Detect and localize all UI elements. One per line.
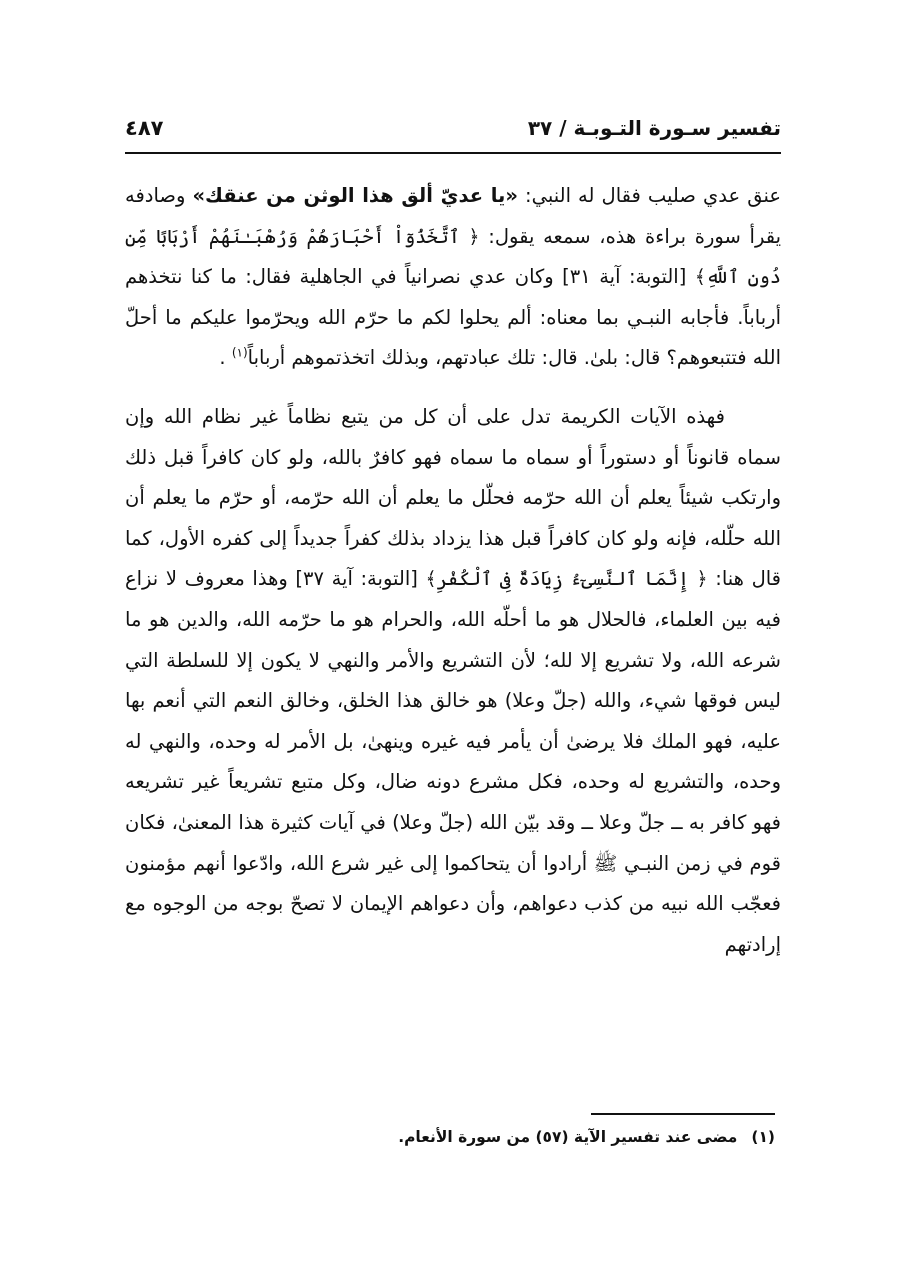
paragraph-2-text-2: [التوبة: آية ٣٧] وهذا معروف لا نزاع فيه بين العلماء، فالحلال هو ما أحلّه الله، والحرام هو ما حرّمه الله، والدين هو ما شرعه الله، ولا تشريع إلا لله؛ لأن التشريع والأمر والنهي لا يكون إلا للسلطة التي ليس فوقها شيء، والله (جلّ وعلا) هو خالق هذا الخلق، وخالق النعم التي أنعم بها عليه، فهو الملك فلا يرضىٰ أن يأمر فيه غيره وينهىٰ، بل الأمر له وحده، والنهي له وحده، والتشريع له وحده، فكل مشرع دونه ضال، وكل متبع تشريعاً غير تشريعه فهو كافر به ــ جلّ وعلا ــ وقد بيّن الله (جلّ وعلا) في آيات كثيرة هذا المعنىٰ، فكان قوم في زمن النبـي ﷺ أرادوا أن يتحاكموا إلى غير شرع الله، وادّعوا أنهم مؤمنون فعجّب الله نبيه من كذب دعواهم، وأن دعواهم الإيمان لا تصحّ بوجه من الوجوه مع إرادتهم <box>125 567 781 956</box>
paragraph-1-text-2: وصادفه يقرأ سورة براءة هذه، سمعه يقول: <box>125 184 781 248</box>
footnote <box>119 1128 775 1146</box>
quran-verse-tawbah-37: ﴿ إِنَّمَا ٱلنَّسِىٓءُ زِيَادَةٌ فِى ٱلْكُفْرِ﴾ <box>425 568 708 591</box>
paragraph-2-text-1: فهذه الآيات الكريمة تدل على أن كل من يتبع نظاماً غير نظام الله وإن سماه قانوناً أو دستوراً أو سماه ما سماه فهو كافرٌ بالله، ولو كان كافراً قبل ذلك وارتكب شيئاً يعلم أن الله حرّمه فحلّل ما يعلم أن الله حرّمه، أو حرّم ما يعلم أن الله حلّله، فإنه ولو كان كافراً قبل هذا يزداد بذلك كفراً جديداً إلى كفره الأول، كما قال هنا: <box>125 404 782 591</box>
page-header <box>125 112 781 154</box>
running-title: تفسير سـورة التـوبـة / ٣٧ <box>527 116 781 140</box>
footnote-text: مضى عند تفسير الآية (٥٧) من سورة الأنعام. <box>398 1128 738 1146</box>
paragraph-2 <box>125 397 781 965</box>
prophet-quote: «يا عديّ ألق هذا الوثن من عنقك» <box>192 184 518 207</box>
paragraph-1 <box>125 176 781 379</box>
footnote-divider <box>591 1113 775 1115</box>
page-number: ٤٨٧ <box>125 116 164 140</box>
paragraph-1-text-3: [التوبة: آية ٣١] وكان عدي نصرانياً في الجاهلية فقال: ما كنا نتخذهم أرباباً. فأجابه النبـي بما معناه: ألم يحلوا لكم ما حرّم الله ويحرّموا عليكم ما أحلّ الله فتتبعوهم؟ قال: بلىٰ. قال: تلك عبادتهم، وبذلك اتخذتموهم أرباباً <box>125 265 781 370</box>
body-text <box>125 176 781 965</box>
footnote-number: (١) <box>751 1128 775 1146</box>
footnote-reference: (١) <box>231 345 248 360</box>
quran-verse-tawbah-31: ﴿ ٱتَّخَذُوٓاْ أَحْبَارَهُمْ وَرُهْبَـٰنَهُمْ أَرْبَابًا مِّن دُونِ ٱللَّهِ﴾ <box>125 225 781 289</box>
paragraph-1-text-4: . <box>219 346 232 370</box>
paragraph-1-intro: عنق عدي صليب فقال له النبي: <box>517 184 781 207</box>
page <box>125 112 781 965</box>
